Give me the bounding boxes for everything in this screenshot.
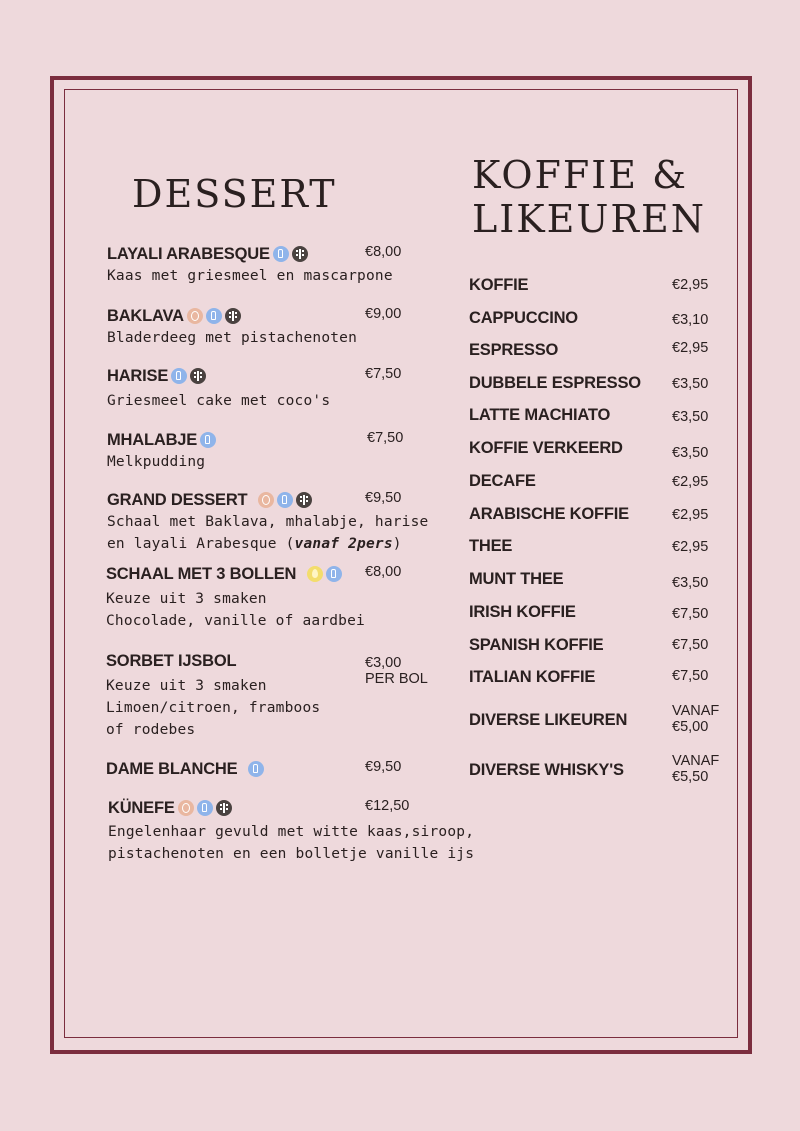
drink-name: DIVERSE WHISKY'S bbox=[469, 761, 624, 779]
milk-icon bbox=[200, 432, 216, 448]
drink-price bbox=[672, 753, 719, 785]
item-price: €9,00 bbox=[365, 306, 402, 322]
item-desc: Griesmeel cake met coco's bbox=[107, 393, 331, 409]
item-desc: en layali Arabesque (vanaf 2pers) bbox=[107, 536, 402, 552]
price-value: €2,95 bbox=[672, 474, 709, 490]
drink-name: ITALIAN KOFFIE bbox=[469, 668, 596, 686]
gluten-icon bbox=[190, 368, 206, 384]
price-value: €2,95 bbox=[672, 539, 709, 555]
item-price: €7,50 bbox=[365, 366, 402, 382]
price-value: €2,95 bbox=[672, 507, 709, 523]
item-price: €8,00 bbox=[365, 244, 402, 260]
price-value: €7,50 bbox=[672, 637, 709, 653]
drink-name: ESPRESSO bbox=[469, 341, 559, 359]
item-name: GRAND DESSERT bbox=[107, 490, 248, 509]
gluten-icon bbox=[296, 492, 312, 508]
milk-icon bbox=[206, 308, 222, 324]
item-price: €9,50 bbox=[365, 490, 402, 506]
item-price: €8,00 bbox=[365, 564, 402, 580]
price-value: €3,50 bbox=[672, 409, 709, 425]
drink-price bbox=[672, 606, 708, 622]
price-value: €2,95 bbox=[672, 340, 709, 356]
drink-price bbox=[672, 575, 708, 591]
milk-icon bbox=[273, 246, 289, 262]
milk-icon bbox=[171, 368, 187, 384]
item-price: €9,50 bbox=[365, 759, 402, 775]
drink-name: KOFFIE bbox=[469, 276, 529, 294]
price-value: €3,50 bbox=[672, 575, 709, 591]
drink-price bbox=[672, 474, 708, 490]
milk-icon bbox=[248, 761, 264, 777]
item-desc: Keuze uit 3 smaken bbox=[106, 591, 267, 607]
milk-icon bbox=[197, 800, 213, 816]
dessert-item-dame-blanche bbox=[106, 759, 446, 779]
price-value: €3,50 bbox=[672, 445, 709, 461]
item-name: HARISE bbox=[107, 366, 169, 385]
item-desc: Limoen/citroen, framboos bbox=[106, 700, 321, 716]
item-desc: of rodebes bbox=[106, 722, 196, 738]
drink-price bbox=[672, 507, 708, 523]
drink-name: CAPPUCCINO bbox=[469, 309, 578, 327]
item-name: KÜNEFE bbox=[108, 798, 175, 817]
item-price: €12,50 bbox=[365, 798, 410, 814]
item-name: LAYALI ARABESQUE bbox=[107, 244, 270, 263]
price-value: €7,50 bbox=[672, 668, 709, 684]
milk-icon bbox=[326, 566, 342, 582]
gluten-icon bbox=[216, 800, 232, 816]
koffie-heading: KOFFIE & LIKEUREN bbox=[472, 153, 706, 241]
drink-name: ARABISCHE KOFFIE bbox=[469, 505, 629, 523]
dessert-item-harise bbox=[107, 366, 447, 412]
dessert-heading: DESSERT bbox=[132, 172, 337, 216]
drink-price bbox=[672, 539, 708, 555]
price-value: €2,95 bbox=[672, 277, 709, 293]
drink-name: DECAFE bbox=[469, 472, 536, 490]
drink-price bbox=[672, 340, 708, 356]
price-label: VANAF bbox=[672, 703, 720, 719]
drink-name: KOFFIE VERKEERD bbox=[469, 439, 623, 457]
drink-price bbox=[672, 312, 708, 328]
item-name: MHALABJE bbox=[107, 430, 198, 449]
dessert-item-baklava bbox=[107, 306, 447, 349]
item-name: SORBET IJSBOL bbox=[106, 651, 237, 670]
item-name: BAKLAVA bbox=[107, 306, 184, 325]
price-value: €5,00 bbox=[672, 719, 709, 735]
egg-icon bbox=[307, 566, 323, 582]
dessert-item-sorbet bbox=[106, 651, 446, 741]
drink-name: DIVERSE LIKEUREN bbox=[469, 711, 628, 729]
item-desc: Bladerdeeg met pistachenoten bbox=[107, 330, 358, 346]
drink-name: LATTE MACHIATO bbox=[469, 406, 611, 424]
dessert-item-layali bbox=[107, 244, 447, 287]
drink-price bbox=[672, 277, 708, 293]
item-desc: Schaal met Baklava, mhalabje, harise bbox=[107, 514, 429, 530]
gluten-icon bbox=[292, 246, 308, 262]
drink-name: MUNT THEE bbox=[469, 570, 564, 588]
dessert-item-schaal bbox=[106, 564, 446, 632]
item-desc: Kaas met griesmeel en mascarpone bbox=[107, 268, 393, 284]
drink-price bbox=[672, 445, 708, 461]
dessert-item-grand bbox=[107, 490, 447, 555]
drink-price bbox=[672, 409, 708, 425]
nuts-icon bbox=[187, 308, 203, 324]
item-desc: pistachenoten en een bolletje vanille ijs bbox=[108, 846, 475, 862]
item-desc: Keuze uit 3 smaken bbox=[106, 678, 267, 694]
item-price: €7,50 bbox=[367, 430, 404, 446]
drink-price bbox=[672, 668, 708, 684]
gluten-icon bbox=[225, 308, 241, 324]
nuts-icon bbox=[258, 492, 274, 508]
drink-name: DUBBELE ESPRESSO bbox=[469, 374, 641, 392]
item-name: DAME BLANCHE bbox=[106, 759, 238, 778]
item-desc: Melkpudding bbox=[107, 454, 206, 470]
price-value: €5,50 bbox=[672, 769, 709, 785]
item-price: €3,00 PER BOL bbox=[365, 655, 428, 687]
drink-name: IRISH KOFFIE bbox=[469, 603, 576, 621]
dessert-item-kunefe bbox=[108, 798, 475, 865]
drink-price bbox=[672, 703, 719, 735]
item-desc: Chocolade, vanille of aardbei bbox=[106, 613, 365, 629]
price-value: €7,50 bbox=[672, 606, 709, 622]
price-value: €3,10 bbox=[672, 312, 709, 328]
milk-icon bbox=[277, 492, 293, 508]
item-desc: Engelenhaar gevuld met witte kaas,siroop, bbox=[108, 824, 475, 840]
price-label: VANAF bbox=[672, 753, 720, 769]
drink-name: THEE bbox=[469, 537, 513, 555]
drink-name: SPANISH KOFFIE bbox=[469, 636, 604, 654]
nuts-icon bbox=[178, 800, 194, 816]
price-value: €3,50 bbox=[672, 376, 709, 392]
dessert-item-mhalabje bbox=[107, 430, 447, 473]
drink-price bbox=[672, 376, 708, 392]
drink-price bbox=[672, 637, 708, 653]
item-name: SCHAAL MET 3 BOLLEN bbox=[106, 564, 297, 583]
